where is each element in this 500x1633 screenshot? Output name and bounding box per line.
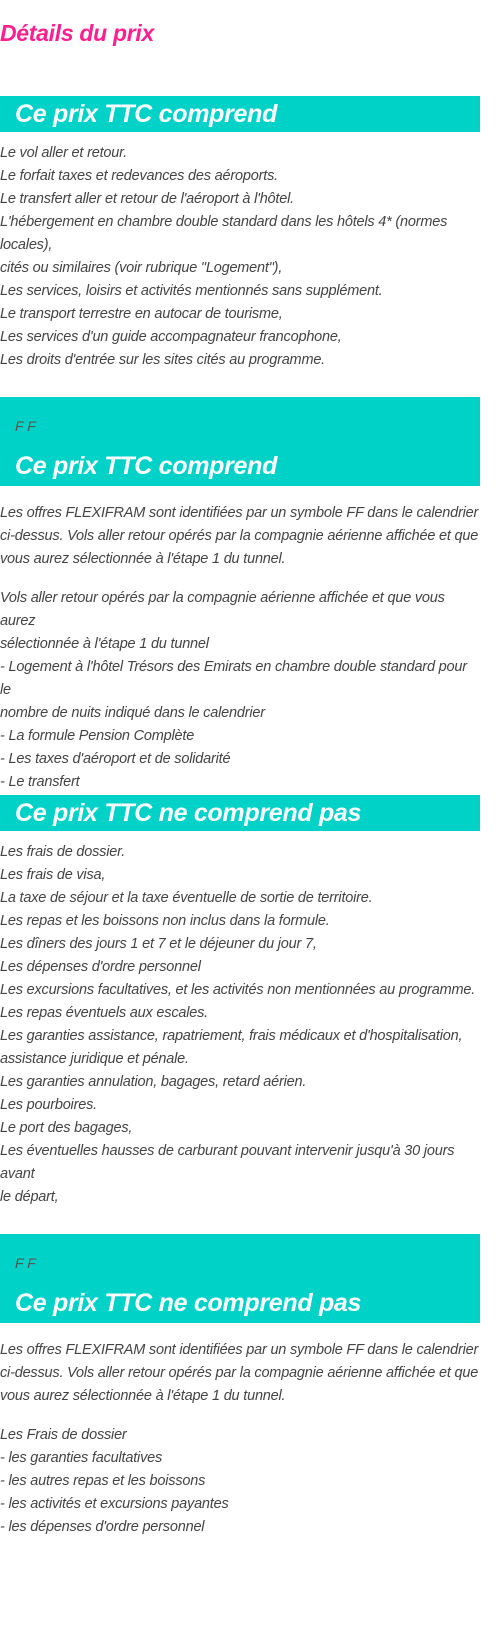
list-item: Les excursions facultatives, et les activités non mentionnées au programme. xyxy=(0,982,476,998)
list-item: La taxe de séjour et la taxe éventuelle de sortie de territoire. xyxy=(0,890,373,906)
section-title: Ce prix TTC comprend xyxy=(15,452,278,480)
list-item: Les services d'un guide accompagnateur francophone, xyxy=(0,329,342,345)
list-item: - La formule Pension Complète xyxy=(0,728,195,744)
section-included-ff xyxy=(0,397,480,794)
section-title: Ce prix TTC ne comprend pas xyxy=(15,799,362,827)
list-item: Les dîners des jours 1 et 7 et le déjeuner du jour 7, xyxy=(0,936,317,952)
section-header xyxy=(0,397,480,486)
list-item: Les garanties assistance, rapatriement, frais médicaux et d'hospitalisation, xyxy=(0,1028,463,1044)
list-item: Le vol aller et retour. xyxy=(0,145,128,161)
section-not-included xyxy=(0,795,480,1209)
list-item: - les dépenses d'ordre personnel xyxy=(0,1519,205,1535)
offer-intro: Les offres FLEXIFRAM sont identifiées par un symbole FF dans le calendrier ci-dessus. Vols aller retour opérés par la compagnie aérienne affichée et que vous aurez sélectionnée à l'étape 1 du tunnel. xyxy=(0,505,479,567)
list-item: L'hébergement en chambre double standard dans les hôtels 4* (normes locales), xyxy=(0,214,448,253)
list-item: Les droits d'entrée sur les sites cités au programme. xyxy=(0,352,326,368)
section-included xyxy=(0,96,480,372)
section-header xyxy=(0,96,480,132)
offer-code: F F xyxy=(15,1255,36,1271)
section-title: Ce prix TTC comprend xyxy=(15,100,278,128)
list-item: Les frais de visa, xyxy=(0,867,106,883)
list-item: assistance juridique et pénale. xyxy=(0,1051,189,1067)
included-list xyxy=(0,142,480,372)
list-item: Les pourboires. xyxy=(0,1097,97,1113)
list-item: le départ, xyxy=(0,1189,59,1205)
list-item: Le transport terrestre en autocar de tourisme, xyxy=(0,306,283,322)
section-header xyxy=(0,1234,480,1323)
list-item: cités ou similaires (voir rubrique "Logement"), xyxy=(0,260,283,276)
offer-intro: Les offres FLEXIFRAM sont identifiées par un symbole FF dans le calendrier ci-dessus. Vols aller retour opérés par la compagnie aérienne affichée et que vous aurez sélectionnée à l'étape 1 du tunnel. xyxy=(0,1342,479,1404)
list-item: Les garanties annulation, bagages, retard aérien. xyxy=(0,1074,307,1090)
section-not-included-ff xyxy=(0,1234,480,1539)
list-item: Vols aller retour opérés par la compagnie aérienne affichée et que vous aurez xyxy=(0,590,445,629)
not-included-list xyxy=(0,841,480,1209)
list-item: - les garanties facultatives xyxy=(0,1450,163,1466)
list-item: - Logement à l'hôtel Trésors des Emirats en chambre double standard pour le xyxy=(0,659,467,698)
list-item: sélectionnée à l'étape 1 du tunnel xyxy=(0,636,209,652)
list-item: Les repas et les boissons non inclus dans la formule. xyxy=(0,913,330,929)
list-item: - Le transfert xyxy=(0,774,80,790)
included-ff-list xyxy=(0,587,480,794)
list-item: - les autres repas et les boissons xyxy=(0,1473,206,1489)
list-item: Le port des bagages, xyxy=(0,1120,133,1136)
list-item: Les repas éventuels aux escales. xyxy=(0,1005,209,1021)
not-included-ff-list xyxy=(0,1424,480,1539)
section-header xyxy=(0,795,480,831)
list-item: - les activités et excursions payantes xyxy=(0,1496,229,1512)
list-item: Les éventuelles hausses de carburant pouvant intervenir jusqu'à 30 jours avant xyxy=(0,1143,455,1182)
list-item: Le forfait taxes et redevances des aéroports. xyxy=(0,168,278,184)
list-item: Les services, loisirs et activités mentionnés sans supplément. xyxy=(0,283,383,299)
section-title: Ce prix TTC ne comprend pas xyxy=(15,1289,362,1317)
list-item: Les frais de dossier. xyxy=(0,844,126,860)
list-item: - Les taxes d'aéroport et de solidarité xyxy=(0,751,231,767)
page-title: Détails du prix xyxy=(0,20,154,46)
list-item: Les dépenses d'ordre personnel xyxy=(0,959,201,975)
offer-code: F F xyxy=(15,418,36,434)
list-item: nombre de nuits indiqué dans le calendrier xyxy=(0,705,265,721)
list-item: Le transfert aller et retour de l'aéroport à l'hôtel. xyxy=(0,191,294,207)
list-item: Les Frais de dossier xyxy=(0,1427,127,1443)
